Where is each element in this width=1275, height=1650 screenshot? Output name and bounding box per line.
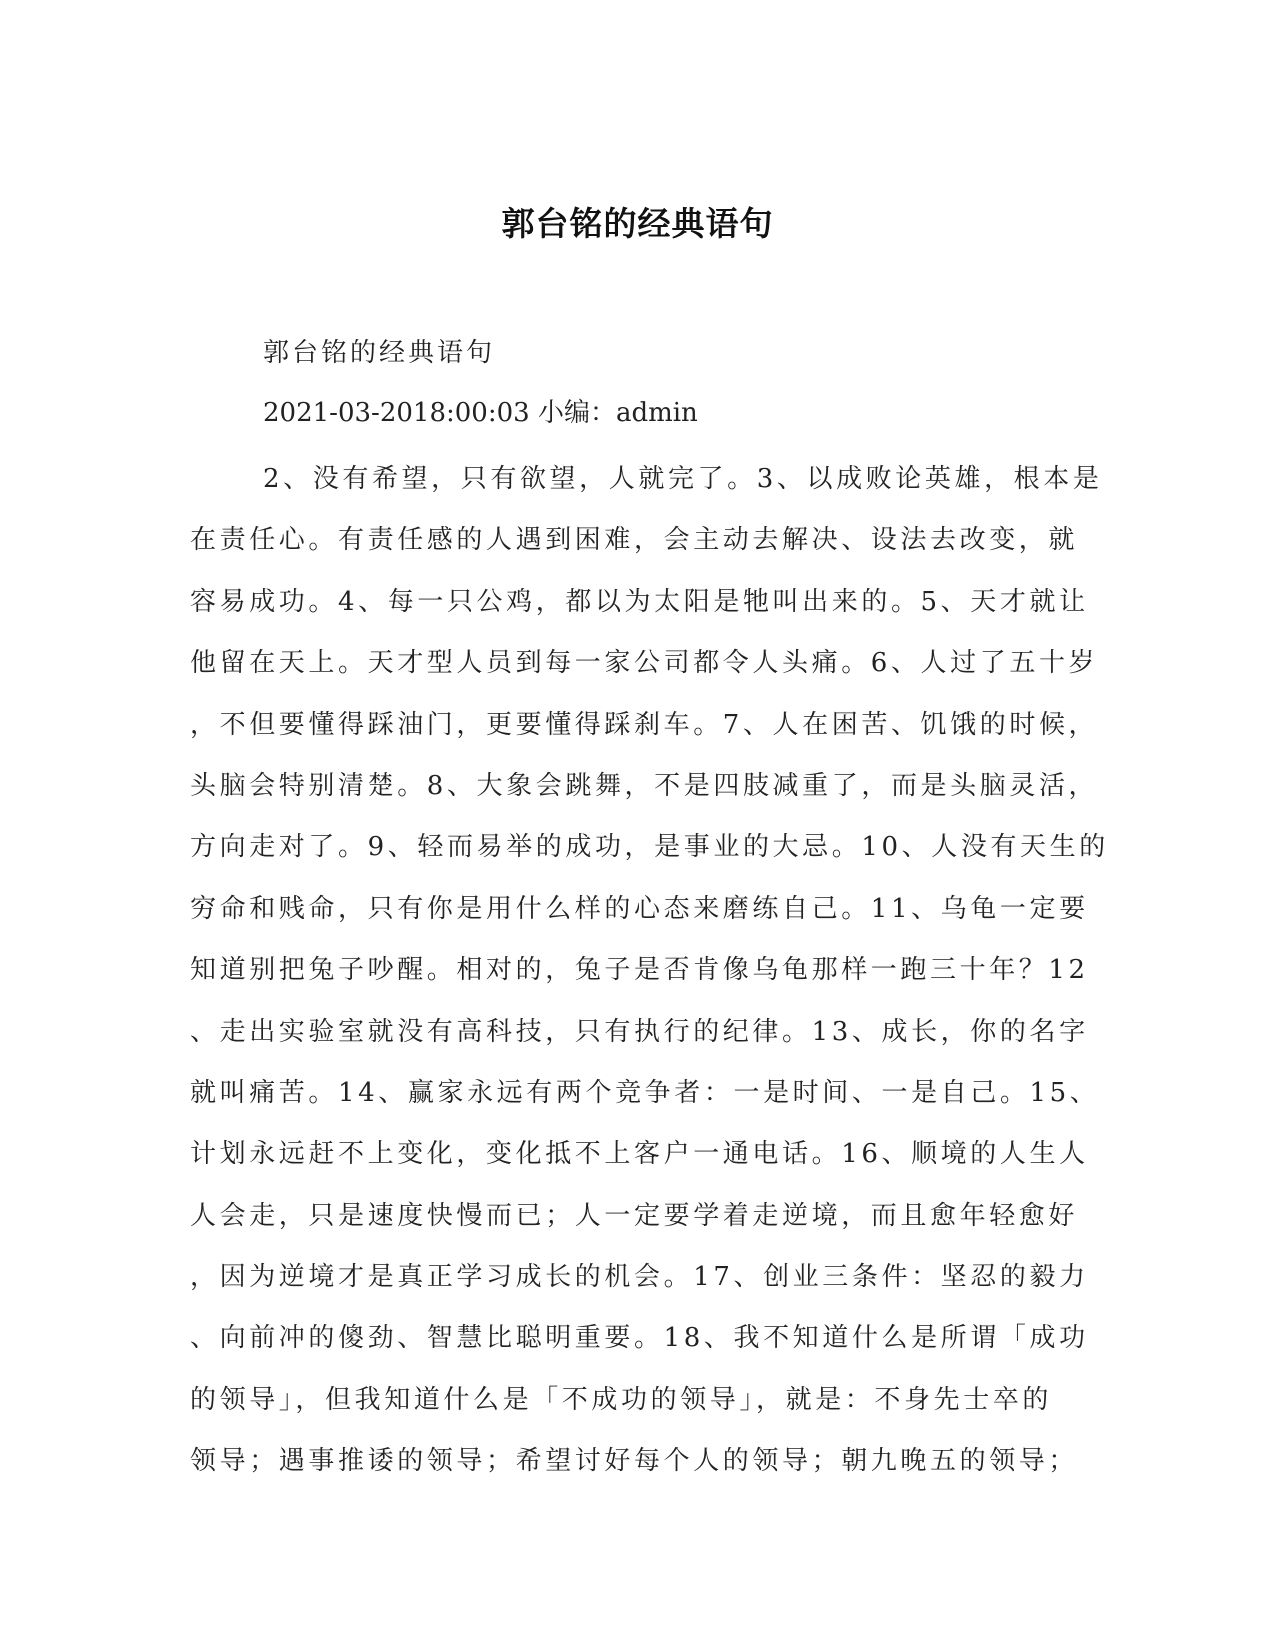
body-line: 的领导」，但我知道什么是「不成功的领导」，就是：不身先士卒的	[190, 1384, 1053, 1415]
article-body	[190, 449, 1109, 1493]
body-line: 2、没有希望，只有欲望，人就完了。3、以成败论英雄，根本是	[263, 464, 1103, 494]
body-line: 容易成功。4、每一只公鸡，都以为太阳是牠叫出来的。5、天才就让	[190, 586, 1089, 617]
body-line: 、向前冲的傻劲、智慧比聪明重要。18、我不知道什么是所谓「成功	[190, 1323, 1089, 1354]
body-line: 人会走，只是速度快慢而已；人一定要学着走逆境，而且愈年轻愈好	[190, 1200, 1079, 1231]
article-meta: 2021-03-2018:00:03 小编：admin	[263, 398, 698, 428]
body-line: ，因为逆境才是真正学习成长的机会。17、创业三条件：坚忍的毅力	[190, 1262, 1089, 1293]
body-line: 他留在天上。天才型人员到每一家公司都令人头痛。6、人过了五十岁	[190, 648, 1099, 679]
body-line: 就叫痛苦。14、赢家永远有两个竞争者：一是时间、一是自己。15、	[190, 1077, 1100, 1108]
body-line: ，不但要懂得踩油门，更要懂得踩刹车。7、人在困苦、饥饿的时候，	[190, 709, 1099, 740]
body-line: 领导；遇事推诿的领导；希望讨好每个人的领导；朝九晚五的领导；	[190, 1446, 1079, 1477]
body-line: 知道别把兔子吵醒。相对的，兔子是否肯像乌龟那样一跑三十年？12	[190, 955, 1089, 986]
body-line: 头脑会特别清楚。8、大象会跳舞，不是四肢减重了，而是头脑灵活，	[190, 770, 1099, 801]
body-line: 在责任心。有责任感的人遇到困难，会主动去解决、设法去改变，就	[190, 525, 1079, 556]
body-line: 穷命和贱命，只有你是用什么样的心态来磨练自己。11、乌龟一定要	[190, 893, 1089, 924]
article-subtitle: 郭台铭的经典语句	[263, 338, 496, 368]
body-line: 计划永远赶不上变化，变化抵不上客户一通电话。16、顺境的人生人	[190, 1139, 1089, 1170]
body-line: 方向走对了。9、轻而易举的成功，是事业的大忌。10、人没有天生的	[190, 832, 1109, 863]
body-line: 、走出实验室就没有高科技，只有执行的纪律。13、成长，你的名字	[190, 1016, 1089, 1047]
document-title: 郭台铭的经典语句	[501, 204, 774, 243]
